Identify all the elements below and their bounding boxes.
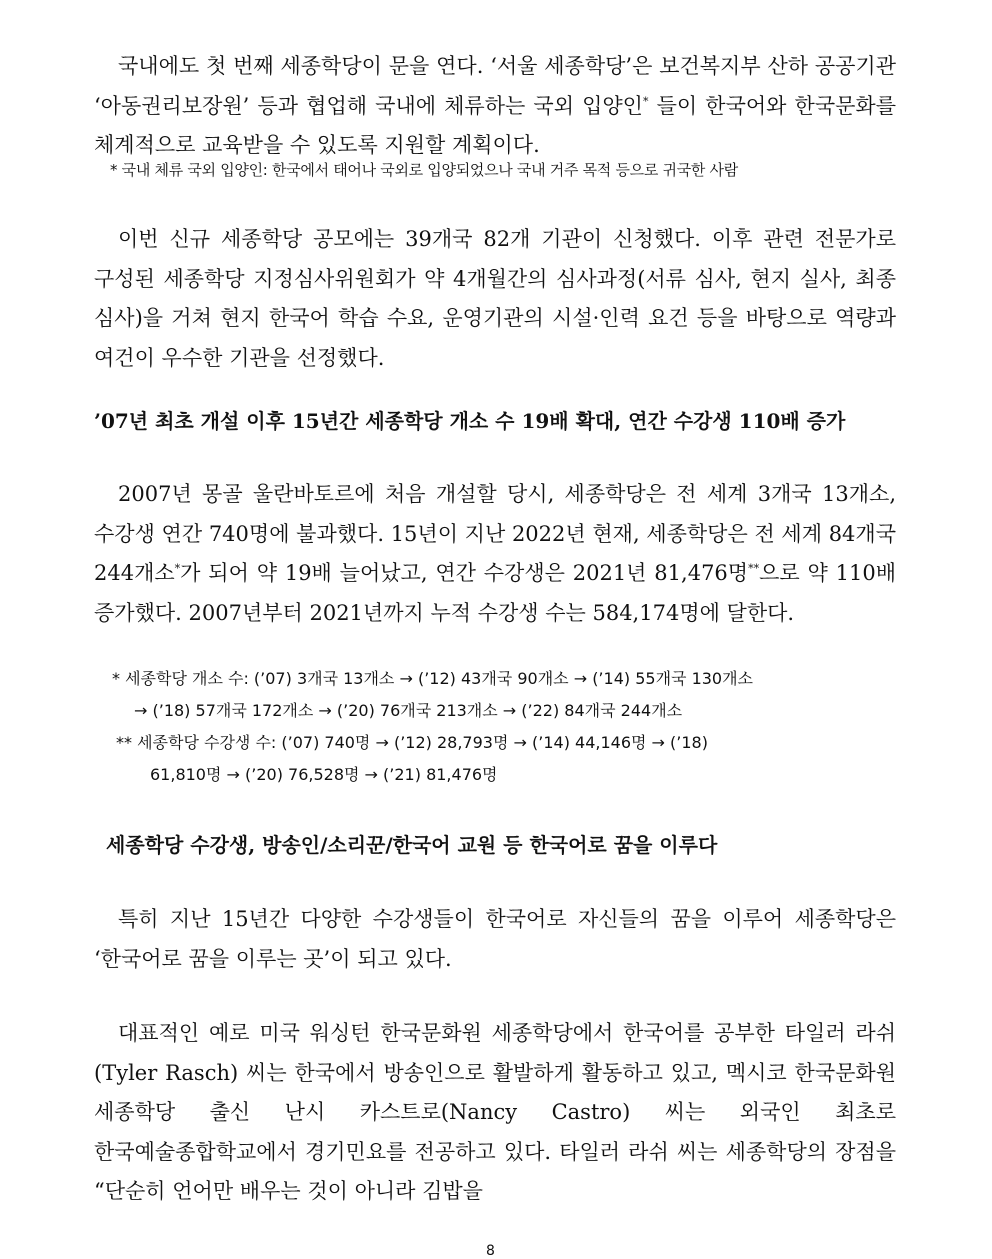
footnote-marker: * <box>642 94 649 108</box>
paragraph1-text: 국내에도 첫 번째 세종학당이 문을 연다. ‘서울 세종학당’은 보건복지부 산하 공공기관 ‘아동권리보장원’ 등과 협업해 국내에 체류하는 국외 입양인 <box>94 54 896 118</box>
paragraph3-part3: 으로 약 110배 증가했다. 2007년부터 2021년까지 누적 수강생 수는 584,174명에 달한다. <box>94 561 896 625</box>
footnote-adoptee-definition: * 국내 체류 국외 입양인: 한국에서 태어나 국외로 입양되었으나 국내 거주 목적 등으로 귀국한 사람 <box>110 161 738 179</box>
paragraph-seoul-sejong-institute <box>94 47 896 166</box>
paragraph3-part2: 가 되어 약 19배 늘어났고, 연간 수강생은 2021년 81,476명 <box>180 561 749 586</box>
section-heading-dreams: 세종학당 수강생, 방송인/소리꾼/한국어 교원 등 한국어로 꿈을 이루다 <box>106 833 718 857</box>
footnote-student-count-line2: 61,810명 → (’20) 76,528명 → (’21) 81,476명 <box>150 765 498 784</box>
section-heading-growth: ’07년 최초 개설 이후 15년간 세종학당 개소 수 19배 확대, 연간 수강생 110배 증가 <box>94 409 846 433</box>
page-number: 8 <box>486 1243 495 1259</box>
paragraph-alumni-examples: 대표적인 예로 미국 워싱턴 한국문화원 세종학당에서 한국어를 공부한 타일러 라쉬(Tyler Rasch) 씨는 한국에서 방송인으로 활발하게 활동하고 있고, 멕시코 한국문화원 세종학당 출신 난시 카스트로(Nancy Castro) 씨는 외국인 최초로 한국예술종합학교에서 경기민요를 전공하고 있다. 타일러 라쉬 씨는 세종학당의 장점을 “단순히 언어만 배우는 것이 아니라 김밥을 <box>94 1021 896 1204</box>
paragraph-growth-statistics <box>94 475 896 633</box>
footnote-marker: ** <box>748 562 760 576</box>
paragraph-selection-process: 이번 신규 세종학당 공모에는 39개국 82개 기관이 신청했다. 이후 관련 전문가로 구성된 세종학당 지정심사위원회가 약 4개월간의 심사과정(서류 심사, 현지 실사, 최종 심사)을 거쳐 현지 한국어 학습 수요, 운영기관의 시설·인력 요건 등을 바탕으로 역량과 여건이 우수한 기관을 선정했다. <box>94 227 896 370</box>
footnote-marker: * <box>174 562 181 576</box>
footnote-institute-count-line2: → (’18) 57개국 172개소 → (’20) 76개국 213개소 → (’22) 84개국 244개소 <box>134 701 683 720</box>
paragraph1-text-after: 들이 한국어와 한국문화를 체계적으로 교육받을 수 있도록 지원할 계획이다. <box>94 93 896 158</box>
footnote-student-count-line1: ** 세종학당 수강생 수: (’07) 740명 → (’12) 28,793명 → (’14) 44,146명 → (’18) <box>116 733 708 752</box>
footnote-institute-count-line1: * 세종학당 개소 수: (’07) 3개국 13개소 → (’12) 43개국 90개소 → (’14) 55개국 130개소 <box>112 669 754 688</box>
paragraph3-part1: 2007년 몽골 울란바토르에 처음 개설할 당시, 세종학당은 전 세계 3개국 13개소, 수강생 연간 740명에 불과했다. 15년이 지난 2022년 현재, 세종학당은 전 세계 84개국 244개소 <box>94 482 896 586</box>
paragraph-dreams-intro: 특히 지난 15년간 다양한 수강생들이 한국어로 자신들의 꿈을 이루어 세종학당은 ‘한국어로 꿈을 이루는 곳’이 되고 있다. <box>94 907 896 971</box>
